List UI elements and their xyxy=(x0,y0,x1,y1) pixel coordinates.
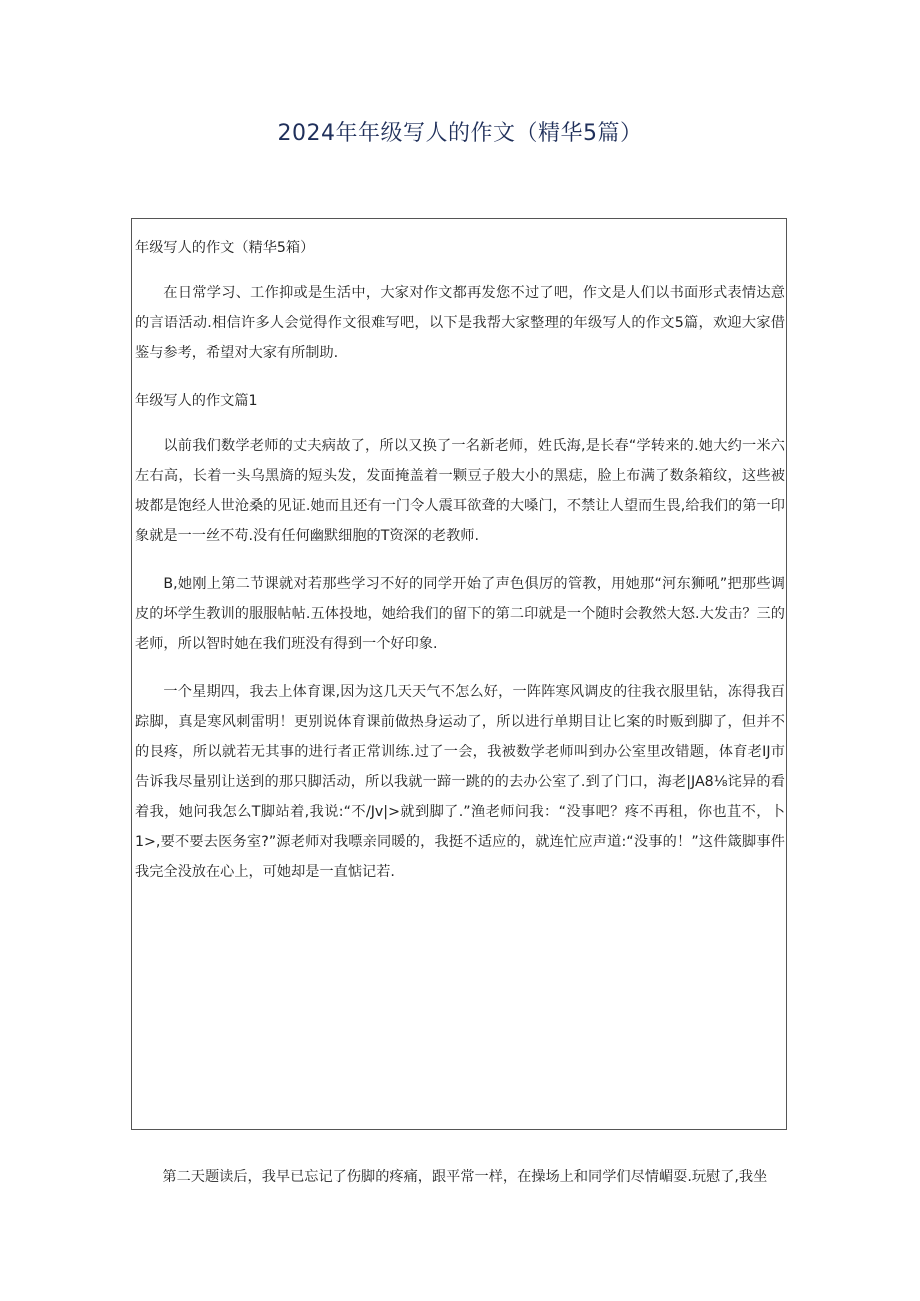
intro-paragraph: 在日常学习、工作抑或是生活中，大家对作文都再发您不过了吧，作文是人们以书面形式表情达意的言语活动.相信许多人会觉得作文很难写吧，以下是我帮大家整理的年级写人的作文5篇，欢迎大家借鉴与参考，希望对大家有所制助. xyxy=(135,285,785,361)
body-paragraph: 以前我们数学老师的丈夫病故了，所以又换了一名新老师，姓氏海,是长春“学转来的.她大约一米六左右高，长着一头乌黑旖的短头发，发面掩盖着一颗豆子般大小的黑痣，脸上布满了数条箱纹，这些被坡都是饱经人世沧桑的见证.她而且还有一门令人震耳欲聋的大嗓门，不禁让人望而生畏,给我们的第一印象就是一一丝不苟.没有任何幽默细胞的T资深的老教师. xyxy=(135,438,785,544)
document-title: 2024年年级写人的作文（精华5篇） xyxy=(277,121,643,146)
body-paragraph: B,她刚上第二节课就对若那些学习不好的同学开始了声色俱厉的管教，用她那“河东狮吼”把那些调皮的坏学生教训的服服帖帖.五体投地，她给我们的留下的第二印就是一个随时会教然大怒.大发击？三的老师，所以智时她在我们班没有得到一个好印象. xyxy=(135,576,785,652)
subtitle: 年级写人的作文（精华5箱） xyxy=(135,240,315,256)
content-body xyxy=(135,233,785,905)
body-paragraph: 一个星期四，我去上体育课,因为这几天天气不怎么好，一阵阵寒风调皮的往我衣服里钻，冻得我百踪脚，真是寒风刺雷明！更别说体育课前做热身运动了，所以进行单期目让匕案的时贩到脚了，但并不的艮疼，所以就若无其事的进行者正常训练.过了一会，我被数学老师叫到办公室里改错题，体育老IJ市告诉我尽量别让送到的那只脚活动，所以我就一蹄一跳的的去办公室了.到了门口，海老|JA8⅛诧异的看着我，她问我怎么T脚站着,我说:“不/Jv|>就到脚了.”渔老师问我：“没事吧？疼不再租，你也苴不，卜1>,要不要去医务室?”源老师对我嘌亲同暖的，我挺不适应的，就连忙应声道:“没事的！”这件箴脚事件我完全没放在心上，可她却是一直惦记若. xyxy=(135,684,785,880)
content-frame xyxy=(131,218,787,1130)
section-heading: 年级写人的作文篇1 xyxy=(135,393,258,409)
continuation-paragraph: 第二天题读后，我早已忘记了伤脚的疼痛，跟平常一样，在操场上和同学们尽情嵋耍.玩慰了,我坐 xyxy=(162,1169,768,1185)
